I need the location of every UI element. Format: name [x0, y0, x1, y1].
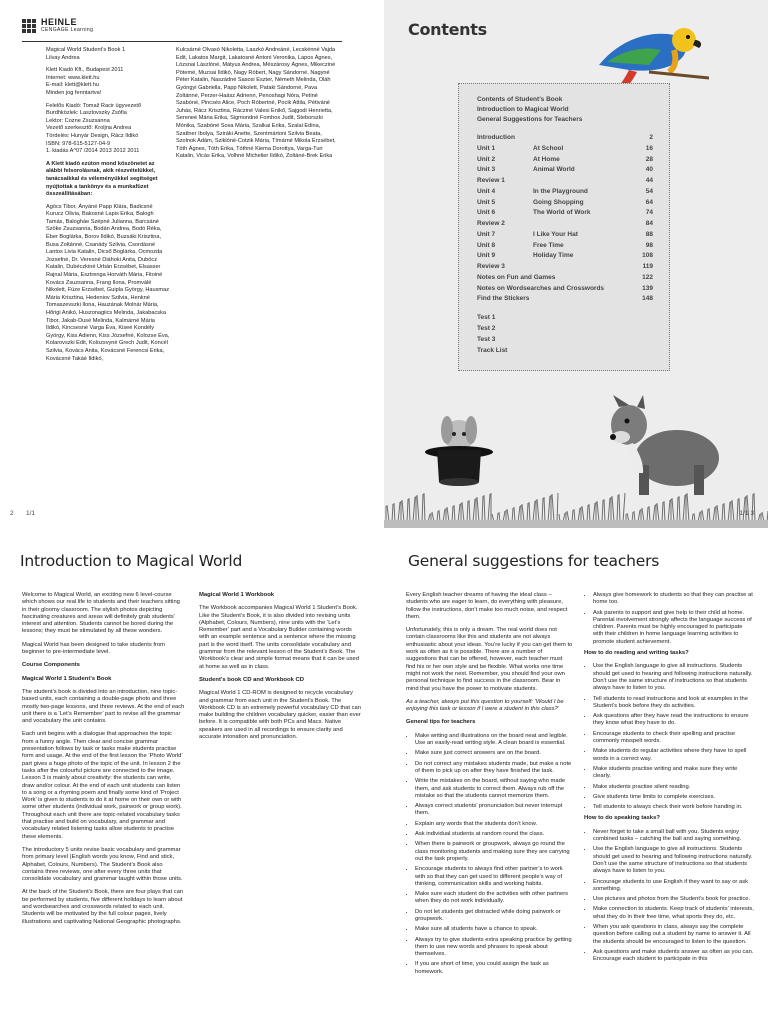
section-heading: Student’s book CD and Workbook CD: [199, 676, 305, 683]
tip-item: • Make connection to students. Keep track of students’ interests, what they do in their free time, what sports they do, etc.: [593, 906, 754, 921]
tip-item: • Encourage students to check their spelling and practise commonly misspelt words.: [593, 731, 754, 746]
toc-entry-unit: Unit 7: [477, 231, 496, 238]
toc-entry[interactable]: [477, 177, 663, 187]
toc-entry-page: 88: [645, 231, 653, 238]
grass-blade: [612, 496, 614, 522]
grass-blade: [473, 499, 475, 522]
toc-entry[interactable]: [477, 188, 663, 198]
body-paragraph: Each unit begins with a dialogue that approaches the topic from a funny angle. Then clear and concise grammar presentation follows by task or tasks make students practise form and usage. At the end of the first lesson the ‘Photo World’ part gives a huge photo of the topic of the unit. In lesson 2 the tasks after the colourful picture are connected to the image. Lesson 3 is mainly about creativity: the students can write, draw and/or colour. At the end of each unit students can listen to a song or a rhyming poem and finally some kind of ‘Project Work’ is given to students to do it at home on their own or with some other students (individual work, pairwork or group work). Throughout each unit there are topic-related vocabulary tasks that practise and build on vocabulary, and grammar and vocabulary related listening tasks allow students to practise these elements.: [22, 731, 183, 840]
toc-entry-unit: Review 3: [477, 263, 505, 270]
body-paragraph: Magical World 1 CD-ROM is designed to recycle vocabulary and grammar from each unit in the Student’s Book. The Workbook CD is an extremely powerful vocabulary CD that can make building the children vocabulary quicker, easier than ever before. It is compatible with both PCs and Macs. Native speakers are used in all recordings to ensure clarity and accurate intonation and pronunciation.: [199, 690, 361, 741]
toc-test-entry[interactable]: [477, 325, 663, 335]
grass-blade: [754, 493, 755, 522]
speaking-list: [584, 829, 754, 964]
toc-entry-page: 139: [642, 285, 653, 292]
grass-blade: [722, 504, 723, 522]
toc-entry-title: Going Shopping: [533, 199, 584, 206]
tip-item: • Encourage students to always find other partner’s to work with so that they can get used to different people’s way of thinking, communication skills and working habits.: [415, 866, 573, 888]
toc-test-entry[interactable]: [477, 347, 663, 357]
grass-blade: [548, 496, 550, 522]
toc-entry-title: I Like Your Hat: [533, 231, 578, 238]
toc-entry[interactable]: [477, 134, 663, 144]
grass-blade: [623, 493, 625, 522]
rabbit-in-hat-illustration: [419, 400, 499, 490]
toc-entry-page: 122: [642, 274, 653, 281]
grass-blade: [512, 508, 513, 522]
grass-blade: [392, 504, 393, 522]
grass-blade: [617, 495, 618, 522]
toc-heading[interactable]: General Suggestions for Teachers: [477, 116, 583, 123]
toc-entry-unit: Unit 5: [477, 199, 496, 206]
grass-blade: [522, 504, 524, 522]
grass-blade: [647, 507, 648, 522]
tip-item: • Ask questions after they have read the instructions to ensure they know what they have to do.: [593, 713, 754, 728]
grass-blade: [477, 497, 479, 522]
section-heading: How to do speaking tasks?: [584, 815, 660, 822]
toc-entry-title: Free Time: [533, 242, 564, 249]
toc-test-label: Test 3: [477, 336, 496, 343]
tip-item: • Do not correct any mistakes students made, but make a note of them to pick up on after they have finished the task.: [415, 761, 573, 776]
grass-blade: [717, 505, 719, 522]
logo-subtitle: CENGAGE Learning: [41, 27, 94, 33]
grass-blade: [402, 500, 404, 522]
grass-blade: [664, 501, 665, 522]
tip-item: • Always try to give students extra speaking practice by getting them to use new words and phrases to speak about themselves.: [415, 937, 573, 959]
grass-blade: [582, 506, 584, 522]
grass-blade: [589, 504, 590, 522]
grass-blade: [447, 507, 449, 522]
toc-entry-unit: Find the Stickers: [477, 295, 530, 302]
grass-blade: [458, 504, 460, 522]
logo-name: HEINLE: [41, 17, 78, 27]
section-heading: How to do reading and writing tasks?: [584, 650, 689, 657]
tip-item: • Make sure just correct answers are on the board.: [415, 750, 573, 757]
tip-item: • Make students practise writing and make sure they write clearly.: [593, 766, 754, 781]
table-of-contents: [458, 83, 670, 371]
toc-entry-page: 148: [642, 295, 653, 302]
toc-test-entry[interactable]: [477, 314, 663, 324]
toc-test-label: Track List: [477, 347, 508, 354]
grass-blade: [662, 502, 663, 522]
body-paragraph: Magical World has been designed to take students from beginner to pre-intermediate level.: [22, 641, 165, 656]
toc-entry-page: 28: [645, 156, 653, 163]
grass-blade: [578, 508, 580, 522]
body-paragraph: The introductory 5 units revise basic vocabulary and grammar from primary level (English words you know, Find and stick, Alphabet, Colours, Numbers). The Student’s Book also contains three reviews, one after every three units that consolidate vocabulary and grammar taught within those units.: [22, 846, 183, 883]
body-paragraph: Unfortunately, this is only a dream. The real world does not contain classrooms like this and students are not always enthusiastic about your ideas. You’re lucky if you can get them to work as often as it is possible. There are a number of suggestions that can be offered, however, each teacher must find his or her own style and be flexible. What works one time might not work the next. Remember, you should find your own personal technique to find success in the classroom. Bear in mind that you have the power to motivate students.: [406, 627, 573, 692]
toc-entry-page: 98: [645, 242, 653, 249]
body-paragraph: As a teacher, always put this question to yourself: ‘Would I be enjoying this task or lesson if I were a student in this class?’: [406, 698, 564, 713]
grass-blade: [713, 507, 715, 522]
imprint-page: [0, 0, 384, 528]
grass-blade: [424, 493, 425, 522]
tip-item: • Do not let students get distracted while doing pairwork or groupwork.: [415, 909, 573, 924]
grass-blade: [709, 508, 710, 522]
grass-blade: [747, 495, 749, 522]
imprint-paragraph: Felelős Kiadó: Tomaž Racir ügyvezető Burdhközlek: Laszlovszky Zsófia Lektor: Cozne Zsuzsanna Vezető szerkesztő: Kroljna Andrea Tördelés: Hunyár Design, Rácz Ildikó ISBN: 978-615-5127-04-9 1. kiadás A^07 /2014 2013 2012 2011: [46, 102, 142, 155]
page-number: 1/1 3: [739, 510, 754, 517]
grass-blade: [518, 506, 520, 522]
grass-blade: [417, 495, 419, 522]
grass-blade: [557, 493, 558, 522]
toc-entry-unit: Notes on Wordsearches and Crosswords: [477, 285, 605, 292]
toc-entry-title: In the Playground: [533, 188, 588, 195]
toc-test-entry[interactable]: [477, 336, 663, 346]
toc-entry-unit: Introduction: [477, 134, 515, 141]
grass-blade: [752, 494, 753, 522]
body-paragraph: At the back of the Student’s Book, there are four plays that can be performed by students, five different holidays to learn about and wordsearches and crosswords related to each unit. Students will be motivated by the full colour pages, lively illustrations and captivating National Geographic photographs.: [22, 889, 184, 925]
general-column-1: [406, 592, 573, 980]
toc-entry-page: 2: [649, 134, 653, 141]
grass-blade: [642, 508, 644, 522]
tips-list: [584, 592, 754, 646]
grass-blade: [542, 498, 543, 522]
intro-title: Introduction to Magical World: [20, 552, 243, 570]
contents-page: [384, 0, 768, 528]
grass-blade: [679, 496, 680, 522]
intro-column-1: [22, 592, 185, 932]
tip-item: • Make sure all students have a chance to speak.: [415, 926, 573, 933]
toc-test-label: Test 2: [477, 325, 496, 332]
toc-entry[interactable]: [477, 220, 663, 230]
section-heading: Magical World 1 Student’s Book: [22, 675, 112, 682]
toc-entry-page: 44: [645, 177, 653, 184]
header-rule: [22, 41, 342, 42]
tip-item: • Make students do regular activities where they have to spell words in a correct way.: [593, 748, 754, 763]
imprint-right-column: [176, 47, 336, 166]
grass-blade: [422, 494, 423, 522]
toc-entry-unit: Unit 2: [477, 156, 496, 163]
tip-item: • Tell students to always check their work before handing in.: [593, 804, 754, 811]
intro-column-2: [199, 592, 362, 747]
body-paragraph: Welcome to Magical World, an exciting new 6 level-course which shows our real life to students and their teachers sitting in their gloomy classroom. The stylish photos depicting fascinating creatures and areas will definitely grab students’ interest and attention. Students cannot be bored during the lessons; they must be stimulated by all these wonders.: [22, 592, 180, 635]
toc-heading[interactable]: Contents of Student’s Book: [477, 96, 563, 103]
grass-blade: [529, 502, 530, 522]
grass-blade: [587, 505, 588, 522]
tip-item: • If you are short of time, you could assign the task as homework.: [415, 961, 573, 976]
toc-entry-title: At Home: [533, 156, 560, 163]
grass-blade: [398, 502, 400, 522]
grass-blade: [687, 493, 689, 522]
grass-blade: [454, 505, 455, 522]
toc-entry-unit: Unit 6: [477, 209, 496, 216]
grass-blade: [514, 507, 515, 522]
dog-illustration: [599, 393, 729, 498]
grass-blade: [653, 505, 655, 522]
grass-blade: [533, 501, 535, 522]
grass-blade: [724, 503, 725, 522]
toc-entry-page: 119: [642, 263, 653, 270]
tips-list: [406, 733, 573, 976]
body-paragraph: Every English teacher dreams of having the ideal class – students who are eager to learn, do everything with pleasure, follow the instructions, don’t make too much noise, and respect them.: [406, 592, 568, 620]
tip-item: • Write the mistakes on the board, without saying who made them, and ask students to correct them. Always rub off the mistake so that the students cannot memorize them.: [415, 778, 573, 800]
toc-entry-unit: Notes on Fun and Games: [477, 274, 556, 281]
tip-item: • Ask individual students at random round the class.: [415, 831, 573, 838]
toc-entry-unit: Unit 3: [477, 166, 496, 173]
grass-blade: [407, 499, 408, 522]
tip-item: • Ask parents to support and give help to their child at home. Parental involvement strongly affects the language success of children. Parents must be highly encouraged to participate with their children in home language learning activities to promote student achievement.: [593, 610, 754, 646]
toc-entry-page: 108: [642, 252, 653, 259]
section-heading: Magical World 1 Workbook: [199, 592, 275, 598]
imprint-paragraph: Kulcsárné Olvasó Nikoletta, Laszkó Andreáné, Lecskénné Vajda Edit, Lakatos Margit, Lakatosné Antoni Veronika, Lapos Ágnes, Lózsnai Lászlóné, Mátyus Andrea, Mészárosy Ágnes, Mikecziné Pötemé, Muzsai Ildikó, Nagy Róbert, Nagy Sándorné, Nagyné Péter Katalin, Naszádné Sasosi Eszter, Németh Melinda, Oláh Gyöngyi Gabriella, Papp Nikolett, Pataki Sándorné, Pava Zoltánné, Perzer-Haász Adrienn, Penoshagi Nóra, Petiné Szabóné, Pincsés Alice, Poch Róbertné, Pocik Attila, Pétiváné Juhás, Rácz Krisztina, Rácziné Valesi Enikő, Sajgodi Henrietta, Sereneé Mária Erika, Sigmondné Fomhos Judit, Steborszki Mónika, Szabóné Sosa Mária, Szalkai Erika, Szalai Edina, Szatlner Ibolya, Sziráki Anette, Szentmártoni Szilvia Beata, Szolnok Adám, Sziklóné-Cotzik Mária, Tímárné Mikola Erzsébet, Tóth Ágnes, Tóth Erika, Tóthné Kiema Dorottya, Varga-Turi Katalin, Vicás Erika, Volhné Michelier Ildikó, Zoltáné-Brek Erika: [176, 47, 336, 160]
tip-item: • Explain any words that the students don’t know.: [415, 821, 573, 828]
grass-blade: [602, 500, 603, 522]
section-heading: General tips for teachers: [406, 719, 476, 726]
toc-entry-page: 40: [645, 166, 653, 173]
tip-item: • Encourage students to use English if they want to say or ask something.: [593, 879, 754, 894]
grass-blade: [394, 503, 395, 522]
grass-blade: [649, 506, 650, 522]
grass-blade: [467, 501, 468, 522]
toc-entry-unit: Unit 4: [477, 188, 496, 195]
toc-entry-unit: Unit 9: [477, 252, 496, 259]
toc-entry[interactable]: [477, 156, 663, 166]
toc-entry-unit: Unit 8: [477, 242, 496, 249]
grass-blade: [657, 503, 659, 522]
grass-blade: [537, 499, 539, 522]
grass-blade: [604, 499, 605, 522]
grass-blade: [732, 500, 734, 522]
tip-item: • Use the English language to give all instructions. Students should get used to hearing and following instructions naturally. Don’t use the same structure of instructions so that students always have to listen to you.: [593, 846, 754, 875]
imprint-paragraph: A Klett kiadó ezúton mond köszönetet az alábbi felsorolásnak, akik részvételükkel, tanácsaikkal és véleményükkel segítséget nyújtottak a tankönyv és a munkafüzet összeállításában:: [46, 160, 158, 198]
grass-blade: [593, 503, 595, 522]
grass-blade: [672, 498, 674, 522]
grass-blade: [683, 495, 685, 522]
tip-item: • Make sure each student do the activities with other partners when they do not work individually.: [415, 891, 573, 906]
tip-item: • When you ask questions in class, always say the complete question before calling out a student by name to answer it. All the students should be encouraged to listen to the question.: [593, 924, 754, 946]
toc-entry-page: 54: [645, 188, 653, 195]
grass-blade: [552, 494, 554, 522]
toc-entry[interactable]: [477, 263, 663, 273]
toc-entry-title: Holiday Time: [533, 252, 574, 259]
grass-blade: [413, 497, 415, 522]
grass-blade: [387, 505, 389, 522]
toc-entry-title: Animal World: [533, 166, 575, 173]
toc-entry[interactable]: [477, 252, 663, 262]
general-column-2: [584, 592, 754, 967]
grass-blade: [677, 497, 678, 522]
tip-item: • When there is pairwork or groupwork, always go round the class monitoring students and making sure they are carrying out the task properly.: [415, 841, 573, 863]
grass-blade: [482, 496, 483, 522]
toc-entry-page: 84: [645, 220, 653, 227]
toc-entry-page: 74: [645, 209, 653, 216]
imprint-left-column: [46, 47, 171, 368]
toc-entry-unit: Unit 1: [477, 145, 496, 152]
toc-entry-page: 64: [645, 199, 653, 206]
tip-item: • Give students time limits to complete exercises.: [593, 794, 754, 801]
page-number: 2: [10, 510, 14, 517]
toc-entry-unit: Review 2: [477, 220, 505, 227]
toc-entry[interactable]: [477, 274, 663, 284]
body-paragraph: The Workbook accompanies Magical World 1 Student’s Book. Like the Student’s Book, it is also divided into revising units (Alphabet, Colours, Numbers), nine units with the ‘Let’s Remember’ part and a Vocabulary Builder containing words with an example sentence and a sentence where the missing part is the word itself. The units consolidate vocabulary and grammar from the relevant lesson of the Student’s Book. The Workbook’s clear and simple format means that it can be used at home as well as in class.: [199, 605, 359, 670]
grass-blade: [409, 498, 410, 522]
tip-item: • Make writing and illustrations on the board neat and legible. Use an easily-read writing style. A clean board is essential.: [415, 733, 573, 748]
general-title: General suggestions for teachers: [408, 552, 660, 570]
body-paragraph: The student’s book is divided into an introduction, nine topic-based units, each containing a double-page photo and three mostly two-page lessons, and three reviews. At the end of each unit there is a ‘Let’s Remember’ part to revise all the grammar and vocabulary the unit contains.: [22, 688, 185, 725]
grass-blade: [488, 494, 490, 522]
grass-blade: [484, 495, 485, 522]
grass-blade: [608, 498, 610, 522]
toc-entry-title: The World of Work: [533, 209, 591, 216]
toc-entry-page: 16: [645, 145, 653, 152]
contents-title: Contents: [408, 20, 487, 39]
tip-item: • Always give homework to students so that they can practise at home too.: [593, 592, 754, 607]
tip-item: • Make students practise silent reading.: [593, 784, 754, 791]
imprint-paragraph: Agócs Tibor, Ányáné Papp Klára, Badicsné Kurucz Olivia, Bakosné Lapis Erika, Balogh Tamás, Balogháe Szépné Julianna, Barcsáné Szöke Zsuzsanna, Bodán Andrea, Bodó Réka, Éber Boglárka, Borov Ildikó, Buzsáki Krisztina, Busa Zoltánné, Csanády Szilvia, Csordásné Lantos Livia Katalin, Dicső Boglárka, Ocmozda Jozsefné, Dr. Veresné Diáhoki Anita, Dubócz Katalin, Dubéczkiné Urbán Erzsébet, Elsasser Rajnal Mária, Esztrenga Horváth Mária, Fitoiné Kovács Zsuzsanna, Frang Ilona, Promválé Nikolett, Füze Erzsébet, Guipla György, Hausmaz Mária Krisztina, Hedeniov Szilvia, Henkné Tomaszevszki Ilona, Hauzának Molnár Mária, Hőrigi Anikó, Huszonagiics Melinda, Jakabacska Tibor, Jakab-Dusé Melinda, Kalmárné Mária Ildikó, Kincsesné Varga Éva, Kiseé Kondély György, Kiss Adienn, Kiss Józsefné, Kolozse Éva, Kolarovszki Edit, Kolozsvyné Grech Judit, Koncél Szilvia, Kovács Anita, Kovácsné Ferencsi Erika, Kovácsné Takáé Ildikó,: [46, 203, 170, 362]
grass-blade: [544, 497, 545, 522]
tip-item: • Always correct students’ pronunciation but never interrupt them.: [415, 803, 573, 818]
toc-entry[interactable]: [477, 145, 663, 155]
tip-item: • Tell students to read instructions and look at examples in the Student’s book before they do activities.: [593, 696, 754, 711]
toc-test-label: Test 1: [477, 314, 496, 321]
grass-blade: [452, 506, 453, 522]
toc-entry-title: At School: [533, 145, 564, 152]
grass-blade: [668, 500, 670, 522]
tip-item: • Use pictures and photos from the Student’s book for practice.: [593, 896, 754, 903]
imprint-paragraph: Magical World Student’s Book 1 Lilvay Andrea: [46, 47, 126, 61]
grass-blade: [527, 503, 528, 522]
tip-item: • Never forget to take a small ball with you. Students enjoy combined tasks – catching the ball and saying something.: [593, 829, 754, 844]
grass-illustration: [384, 488, 768, 528]
toc-entry[interactable]: [477, 242, 663, 252]
page-marker: 1/1: [26, 510, 36, 517]
toc-heading[interactable]: Introduction to Magical World: [477, 106, 569, 113]
publisher-logo: [22, 18, 93, 33]
tip-item: • Use the English language to give all instructions. Students should get used to hearing and following instructions naturally. Don’t use the same structure of instructions so that students always have to listen to you.: [593, 663, 754, 692]
toc-entry[interactable]: [477, 199, 663, 209]
toc-entry-unit: Review 1: [477, 177, 505, 184]
grass-blade: [469, 500, 470, 522]
grass-blade: [728, 502, 730, 522]
grass-blade: [737, 499, 738, 522]
toc-entry[interactable]: [477, 166, 663, 176]
grass-blade: [462, 502, 464, 522]
toc-entry[interactable]: [477, 231, 663, 241]
toc-entry[interactable]: [477, 209, 663, 219]
imprint-paragraph: Klett Kiadó Kft., Budapest 2011 Internet: www.klett.hu E-mail: klett@klett.hu Minden jog fenntartva!: [46, 67, 124, 96]
toc-entry[interactable]: [477, 285, 663, 295]
grass-blade: [597, 501, 599, 522]
toc-entry[interactable]: [477, 295, 663, 305]
logo-grid-icon: [22, 19, 36, 33]
tip-item: • Ask questions and make students answer as often as you can. Encourage each student to participate in this: [593, 949, 754, 964]
reading-writing-list: [584, 663, 754, 811]
section-heading: Course Components: [22, 662, 80, 669]
grass-blade: [619, 494, 620, 522]
